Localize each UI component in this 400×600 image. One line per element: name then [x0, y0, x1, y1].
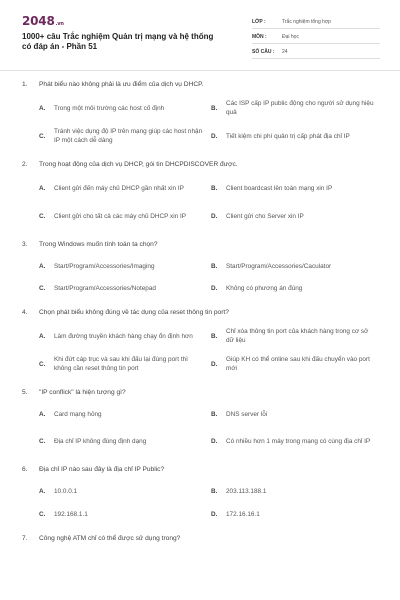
question-3: [0, 240, 400, 293]
question-number: 6.: [22, 466, 28, 473]
option-a[interactable]: [39, 261, 211, 271]
option-text: 203.113.188.1: [226, 487, 267, 495]
question-number: 7.: [22, 535, 28, 542]
option-text: Giúp KH có thể online sau khi đấu chuyển vào port mới: [226, 356, 370, 372]
meta-value: Đại học: [282, 33, 299, 40]
question-number: 4.: [22, 309, 28, 316]
option-d[interactable]: [211, 509, 383, 519]
question-4: [0, 308, 400, 373]
option-text: Start/Program/Accessories/Caculator: [226, 262, 332, 270]
logo-main: 2048: [22, 14, 55, 28]
option-c[interactable]: [39, 355, 211, 373]
option-letter: B.: [211, 184, 218, 192]
option-letter: D.: [211, 212, 218, 220]
question-text: Địa chỉ IP nào sau đây là địa chỉ IP Public?: [39, 466, 165, 473]
option-b[interactable]: [211, 409, 383, 419]
option-letter: A.: [39, 262, 46, 270]
option-letter: C.: [39, 437, 46, 445]
option-text: Các ISP cấp IP public động cho người sử dụng hiệu quả: [226, 100, 374, 116]
question-text: Trong Windows muốn tính toán ta chọn?: [39, 241, 158, 248]
option-letter: C.: [39, 510, 46, 518]
question-list: [0, 74, 400, 544]
option-text: Client gửi cho tất cả các máy chủ DHCP xin IP: [54, 212, 187, 220]
option-text: Địa chỉ IP không đúng định dạng: [54, 437, 147, 445]
option-letter: A.: [39, 487, 46, 495]
option-b[interactable]: [211, 261, 383, 271]
option-letter: D.: [211, 437, 218, 445]
question-number: 3.: [22, 241, 28, 248]
option-text: Tránh việc dụng độ IP trên mạng giúp các host nhận IP một cách dễ dàng: [54, 128, 203, 144]
option-text: 10.0.0.1: [54, 487, 78, 495]
meta-subject-row: [252, 30, 380, 44]
question-number: 2.: [22, 161, 28, 168]
option-text: Start/Program/Accessories/Notepad: [54, 284, 156, 292]
question-text: "IP conflick" là hiện tượng gì?: [39, 389, 126, 396]
option-letter: C.: [39, 132, 46, 140]
question-2: [0, 160, 400, 225]
question-6: [0, 465, 400, 519]
option-letter: D.: [211, 132, 218, 140]
option-letter: D.: [211, 510, 218, 518]
option-b[interactable]: [211, 179, 383, 197]
option-text: 192.168.1.1: [54, 510, 88, 518]
option-text: Client gửi cho Server xin IP: [226, 212, 304, 220]
option-d[interactable]: [211, 355, 383, 373]
option-d[interactable]: [211, 127, 383, 145]
option-b[interactable]: [211, 486, 383, 496]
header-divider: [0, 70, 400, 71]
question-text: Công nghệ ATM chỉ có thể được sử dụng trong?: [39, 535, 181, 542]
option-letter: C.: [39, 284, 46, 292]
option-letter: A.: [39, 332, 46, 340]
meta-count-row: [252, 45, 380, 59]
option-letter: A.: [39, 410, 46, 418]
meta-class-row: [252, 15, 380, 29]
option-letter: B.: [211, 487, 218, 495]
option-letter: A.: [39, 104, 46, 112]
option-b[interactable]: [211, 327, 383, 345]
option-c[interactable]: [39, 207, 211, 225]
option-text: 172.16.16.1: [226, 510, 260, 518]
question-text: Chọn phát biểu không đúng về tác dụng của reset thông tin port?: [39, 309, 229, 316]
option-text: Client boardcast lên toàn mạng xin IP: [226, 184, 333, 192]
option-text: Khi đứt cáp trục và sau khi đấu lại đúng port thì không cần reset thông tin port: [54, 356, 188, 372]
option-letter: B.: [211, 262, 218, 270]
option-letter: B.: [211, 104, 218, 112]
question-number: 5.: [22, 389, 28, 396]
option-text: Chỉ xóa thông tin port của khách hàng trong cơ sở dữ liệu: [226, 328, 369, 344]
option-a[interactable]: [39, 486, 211, 496]
question-7: [0, 534, 400, 544]
option-a[interactable]: [39, 327, 211, 345]
meta-value: Trắc nghiệm tổng hợp: [282, 18, 331, 25]
option-text: Trong một môi trường các host cố định: [54, 104, 165, 112]
option-text: Tiết kiệm chi phí quản trị cấp phát địa chỉ IP: [226, 132, 350, 140]
option-letter: D.: [211, 360, 218, 368]
meta-label: LỚP :: [252, 18, 266, 25]
option-a[interactable]: [39, 99, 211, 117]
option-letter: A.: [39, 184, 46, 192]
option-text: Card mạng hỏng: [54, 410, 102, 418]
page-header: [0, 0, 400, 66]
meta-value: 24: [282, 48, 288, 55]
option-a[interactable]: [39, 179, 211, 197]
option-letter: B.: [211, 410, 218, 418]
option-text: Start/Program/Accessories/Imaging: [54, 262, 155, 270]
option-letter: D.: [211, 284, 218, 292]
option-b[interactable]: [211, 99, 383, 117]
option-c[interactable]: [39, 509, 211, 519]
option-a[interactable]: [39, 409, 211, 419]
option-c[interactable]: [39, 283, 211, 293]
meta-info: [252, 15, 380, 60]
option-c[interactable]: [39, 432, 211, 450]
option-d[interactable]: [211, 432, 383, 450]
question-text: Phát biểu nào không phải là ưu điểm của dịch vụ DHCP.: [39, 81, 204, 88]
question-number: 1.: [22, 81, 28, 88]
option-letter: B.: [211, 332, 218, 340]
option-text: DNS server lỗi: [226, 410, 268, 418]
meta-label: MÔN :: [252, 33, 267, 40]
question-1: [0, 80, 400, 145]
logo-suffix: .vn: [55, 21, 64, 27]
option-letter: C.: [39, 360, 46, 368]
option-c[interactable]: [39, 127, 211, 145]
option-d[interactable]: [211, 207, 383, 225]
option-letter: C.: [39, 212, 46, 220]
option-text: Client gửi đến máy chủ DHCP gần nhất xin IP: [54, 184, 184, 192]
question-5: [0, 388, 400, 450]
option-text: Không có phương án đúng: [226, 284, 303, 292]
site-logo[interactable]: [22, 14, 64, 28]
option-d[interactable]: [211, 283, 383, 293]
meta-label: SỐ CÂU :: [252, 48, 275, 55]
question-text: Trong hoạt động của dịch vụ DHCP, gói tin DHCPDISCOVER được.: [39, 161, 238, 168]
option-text: Làm đường truyền khách hàng chạy ổn định hơn: [54, 332, 193, 340]
document-title: 1000+ câu Trắc nghiệm Quản trị mạng và hệ thống có đáp án - Phần 51: [22, 32, 214, 51]
option-text: Có nhiều hơn 1 máy trong mạng có cùng địa chỉ IP: [226, 437, 371, 445]
